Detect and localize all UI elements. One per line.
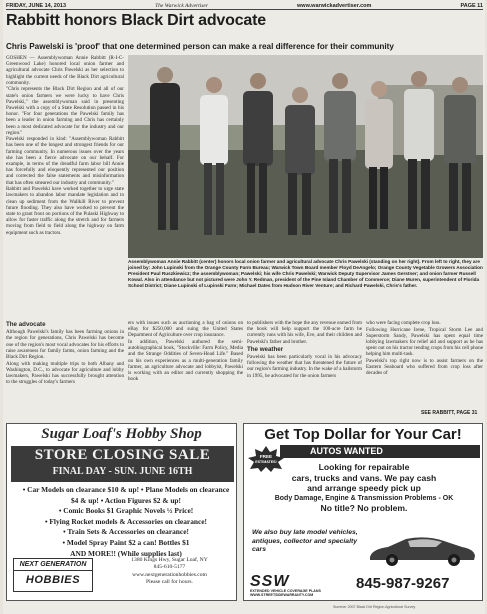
ad-line: No title? No problem. xyxy=(320,502,408,513)
article-paragraph: GOSHEN — Assemblywoman Annie Rabbitt (R-I-C-Greenwood Lake) honored local onion farmer and agricultural advocate Chris Pawelski as her selection to highlight the current needs of the Black Dirt agricultural community. xyxy=(6,55,124,86)
list-item: • Car Models on clearance $10 & up! • Plane Models on clearance $4 & up! • Action Figures $2 & up! xyxy=(22,485,230,505)
autos-wanted-ad xyxy=(243,423,483,601)
subhead-weather: The weather xyxy=(247,345,284,353)
closing-sale-heading: STORE CLOSING SALE xyxy=(34,447,211,463)
autos-ad-body xyxy=(248,462,480,513)
article-paragraph: ers with issues such as auctioning a bag of onions on eBay for $250,000 and suing the United States Department of Agriculture over crop insurance. xyxy=(128,320,243,339)
group-photo-image xyxy=(128,55,483,258)
article-photo xyxy=(128,55,483,258)
list-item: AND MORE!! (While supplies last) xyxy=(70,548,182,558)
hobby-shop-ad xyxy=(6,423,237,601)
header-website[interactable]: www.warwickadvertiser.com xyxy=(297,2,372,9)
newspaper-page xyxy=(3,0,485,614)
svg-text:ESTIMATES!: ESTIMATES! xyxy=(255,460,277,464)
final-day-text: FINAL DAY - SUN. JUNE 16TH xyxy=(52,466,193,477)
article-column-4b xyxy=(366,320,483,408)
ad-line: Looking for repairable xyxy=(318,462,410,472)
ssw-logo xyxy=(250,574,346,598)
header-paper-name: The Warwick Advertiser xyxy=(155,2,208,9)
page-footer: Summer 2007 Black Dirt Region Agricultural Survey xyxy=(333,605,416,609)
ad-line: and arrange speedy pick up xyxy=(307,483,421,493)
article-column-3b xyxy=(247,320,362,416)
next-generation-hobbies-logo xyxy=(13,558,93,592)
svg-text:FREE: FREE xyxy=(259,454,273,459)
list-item: • Model Spray Paint $2 a can! Bottles $1 xyxy=(62,537,190,547)
shop-address: 1380 Kings Hwy, Sugar Loaf, NY xyxy=(131,557,208,563)
article-paragraph: Although Pawelski's family has been farming onions in the region for generations, Chris Pawelski has become one of the region's most vocal advocates for his efforts to raise awareness for family farms, onion farming and the Black Dirt Region. xyxy=(6,329,124,361)
logo-bottom-text: HOBBIES xyxy=(25,574,81,586)
ssw-logo-text: SSW xyxy=(250,573,290,590)
article-paragraph: Along with making multiple trips to both Albany and Washington, D.C., to advocate for agriculture and lobby lawmakers, Pawelski has successfully brought attention to the struggles of today's farmers xyxy=(6,360,124,386)
logo-top-text: NEXT GENERATION xyxy=(14,559,92,571)
sale-items-list xyxy=(21,485,231,559)
shop-website[interactable]: www.nextgenerationhobbies.com xyxy=(132,571,207,578)
article-paragraph: to publishers with the hope the any revenue earned from the book will help support the 100-acre farm he currently runs with his wife, Eve, and their children and Pawelski's father and brother. xyxy=(247,320,362,345)
top-dollar-title: Get Top Dollar for Your Car! xyxy=(264,426,462,443)
list-item: • Train Sets & Accessories on clearance! xyxy=(63,527,189,537)
list-item: • Flying Rocket models & Accessories on clearance! xyxy=(44,516,208,526)
ad-line: cars, trucks and vans. We pay cash xyxy=(291,472,437,483)
header-date: FRIDAY, JUNE 14, 2013 xyxy=(6,2,67,9)
article-paragraph: In addition, Pawelski authored the semi-autobiographical book, "Stockville: Farm Policy, Media and the Strange Oddities of Seven-Head Life." Based on his own experiences as a multi-generation family farmer, an agriculture advocate and lobbyist, Pawelski is working with an editor and currently shopping the book xyxy=(128,338,243,383)
article-paragraph: Pawelski has been particularly vocal in his advocacy following the weather that has threatened the future of our region's farming industry. In the wake of a hailstorm in 1995, he advocated for the onion farmers xyxy=(247,354,362,379)
list-item: • Comic Books $1 Graphic Novels ½ Price! xyxy=(58,506,194,516)
article-paragraph: Following Hurricane Irene, Tropical Storm Lee and Superstorm Sandy, Pawelski has spent equal time lobbying lawmakers for relief aid and support as he has spent out on his tractor tending crops from his cell phone helping him multi-task. xyxy=(366,326,483,358)
continued-jump: SEE RABBITT, PAGE 31 xyxy=(421,410,478,416)
page-header xyxy=(6,2,483,10)
hobby-shop-title: Sugar Loaf's Hobby Shop xyxy=(41,426,202,442)
article-paragraph: Pawelski's top right now is to assist farmers on the Eastern Seaboard who suffered from crop loss after decades of xyxy=(366,357,483,377)
subhead-advocate: The advocate xyxy=(6,321,46,328)
also-buy-text: We also buy late model vehicles, antiques, collector and specialty cars xyxy=(252,529,358,554)
autos-wanted-band: AUTOS WANTED xyxy=(280,445,480,458)
article-paragraph: Pawelski responded in kind: "Assemblywoman Rabbitt has been one of the longest and strongest friends for our farming community. In numerous issues over the years she has been a fierce advocate on our behalf. For example, in terms of the dreadful farm labor bill Annie has forcefully and eloquently represented our position and corrected the false statements and misinformation that has often smeared our industry and community." xyxy=(6,136,124,186)
article-column-1b xyxy=(6,320,124,416)
closing-sale-band xyxy=(11,446,234,482)
ssw-logo-subtext: EXTENDED VEHICLE COVERAGE PLANS WWW.STREETSIDEWARRANTY.COM xyxy=(250,589,321,598)
ad-line: Body Damage, Engine & Transmission Problems - OK xyxy=(274,494,454,502)
article-deck: Chris Pawelski is 'proof' that one determined person can make a real difference for their community xyxy=(6,42,394,51)
autos-phone-number[interactable]: 845-987-9267 xyxy=(356,575,450,592)
article-column-2b xyxy=(128,320,243,416)
shop-phone: 845-610-5177 xyxy=(153,564,186,571)
article-column-1 xyxy=(6,55,124,317)
sports-car-icon xyxy=(366,529,478,569)
article-headline: Rabbitt honors Black Dirt advocate xyxy=(6,12,266,29)
shop-hours-note: Please call for hours. xyxy=(146,579,193,586)
article-paragraph: who were facing complete crop loss. xyxy=(366,320,441,326)
article-paragraph: Rabbitt and Pawelski have worked together to urge state lawmakers to abandon labor mandate legislation and to clean up sediment from the Wallkill River to prevent future flooding. They also have worked to prevent the state to grant front on portions of the Pulaski Highway to allow for faster traffic along the stretch and for farmers moving from field to field along the highway on farm equipment such as tractors. xyxy=(6,186,124,236)
hobby-shop-contact xyxy=(107,557,232,587)
article-paragraph: "Chris represents the Black Dirt Region and all of our state's onion farmers we were lucky to have Chris Pawelski," the assemblywoman said in presenting Pawelski with a copy of a State Resolution passed in his honor. "For four generations the Pawelski family has been a leader in onion farming and Chris has certainly been a most dedicated advocate for the industry and our region." xyxy=(6,86,124,136)
photo-caption: Assemblywoman Annie Rabbitt (center) honors local onion farmer and agricultural advocate Chris Pawelski (standing on her right). From left to right, they are joined by: John Lupinski from the Orange County Farm Bureau; Warwick Town Board member Floyd DeAngelo; Orange County Vegetable Growers Association President Paul Ruszkiewicz; the assemblywoman; Pawelski; his wife Chris Pawelski; Warwick Deputy Supervisor James Gerstner; and onion farmer Russell Kowal. Also in attendance but not pictured were John Y. Redman, president of the Pine Island Chamber of Commerce; Diane Muren, superintendent of Florida School District; Diane Lupinski of Lupinski Farm; Michael Dates from Hudson River Venture; and Richard Pawelski, Chris's father. xyxy=(128,259,483,288)
header-page-number: PAGE 11 xyxy=(460,2,483,9)
